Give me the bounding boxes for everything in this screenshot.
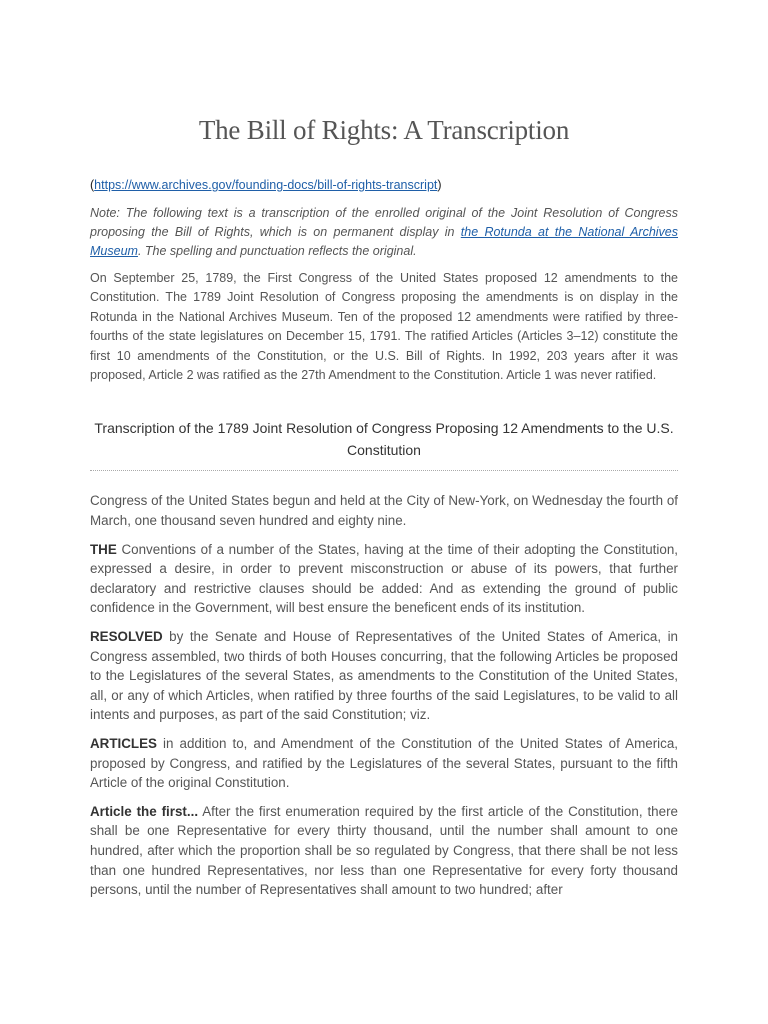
resolved-paragraph [90, 627, 678, 725]
conventions-paragraph [90, 540, 678, 618]
paragraph-lead: Article the first... [90, 803, 199, 819]
source-close-paren: ) [437, 178, 442, 192]
preamble-paragraph [90, 491, 678, 530]
note-text-before: Note: The following text is a transcription of the enrolled original of the Joint Resolution of Congress proposing the Bill of Rights, which is on permanent display in [90, 206, 678, 239]
paragraph-lead: ARTICLES [90, 735, 157, 751]
articles-paragraph [90, 734, 678, 793]
rotunda-link[interactable]: the Rotunda at the National Archives Museum [90, 225, 679, 258]
page-title: The Bill of Rights: A Transcription [198, 115, 570, 145]
source-open-paren: ( [90, 178, 95, 192]
article-first-paragraph [90, 802, 678, 900]
paragraph-lead: THE [90, 541, 117, 557]
paragraph-text: by the Senate and House of Representatives of the United States of America, in Congress assembled, two thirds of both Houses concurring, that the following Articles be proposed to the Legislatures of the several States, as amendments to the Constitution of the United States, all, or any of which Articles, when ratified by three fourths of the said Legislatures, to be valid to all intents and purposes, as part of the said Constitution; viz. [90, 629, 678, 723]
intro-paragraph: On September 25, 1789, the First Congress of the United States proposed 12 amendments to the Constitution. The 1789 Joint Resolution of Congress proposing the amendments is on display in the Rotunda in the National Archives Museum. Ten of the proposed 12 amendments were ratified by three-fourths of the state legislatures on December 15, 1791. The ratified Articles (Articles 3–12) constitute the first 10 amendments of the Constitution, or the U.S. Bill of Rights. In 1992, 203 years after it was proposed, Article 2 was ratified as the 27th Amendment to the Constitution. Article 1 was never ratified. [90, 271, 678, 383]
source-link[interactable]: https://www.archives.gov/founding-docs/bill-of-rights-transcript [94, 178, 438, 192]
section-subheading: Transcription of the 1789 Joint Resolution of Congress Proposing 12 Amendments to the U.S. Constitution [90, 417, 678, 471]
document-page [90, 112, 678, 900]
paragraph-text: After the first enumeration required by the first article of the Constitution, there shall be one Representative for every thirty thousand, until the number shall amount to one hundred, after which the proportion shall be so regulated by Congress, that there shall be not less than one hundred Representatives, nor less than one Representative for every forty thousand persons, until the number of Representatives shall amount to two hundred; after [90, 803, 678, 898]
note-text-after: . The spelling and punctuation reflects the original. [137, 244, 417, 258]
source-line [90, 176, 678, 194]
paragraph-text: in addition to, and Amendment of the Constitution of the United States of America, proposed by Congress, and ratified by the Legislatures of the several States, pursuant to the fifth Article of the original Constitution. [90, 735, 678, 791]
page-bottom-margin [0, 906, 768, 1024]
paragraph-lead: RESOLVED [90, 629, 163, 644]
transcription-note [90, 204, 678, 261]
paragraph-text: Conventions of a number of the States, having at the time of their adopting the Constitution, expressed a desire, in order to prevent misconstruction or abuse of its powers, that further declaratory and restrictive clauses should be added: And as extending the ground of public confidence in the Government, will best ensure the beneficent ends of its institution. [90, 541, 678, 616]
preamble-text: Congress of the United States begun and held at the City of New-York, on Wednesday the fourth of March, one thousand seven hundred and eighty nine. [90, 493, 678, 529]
